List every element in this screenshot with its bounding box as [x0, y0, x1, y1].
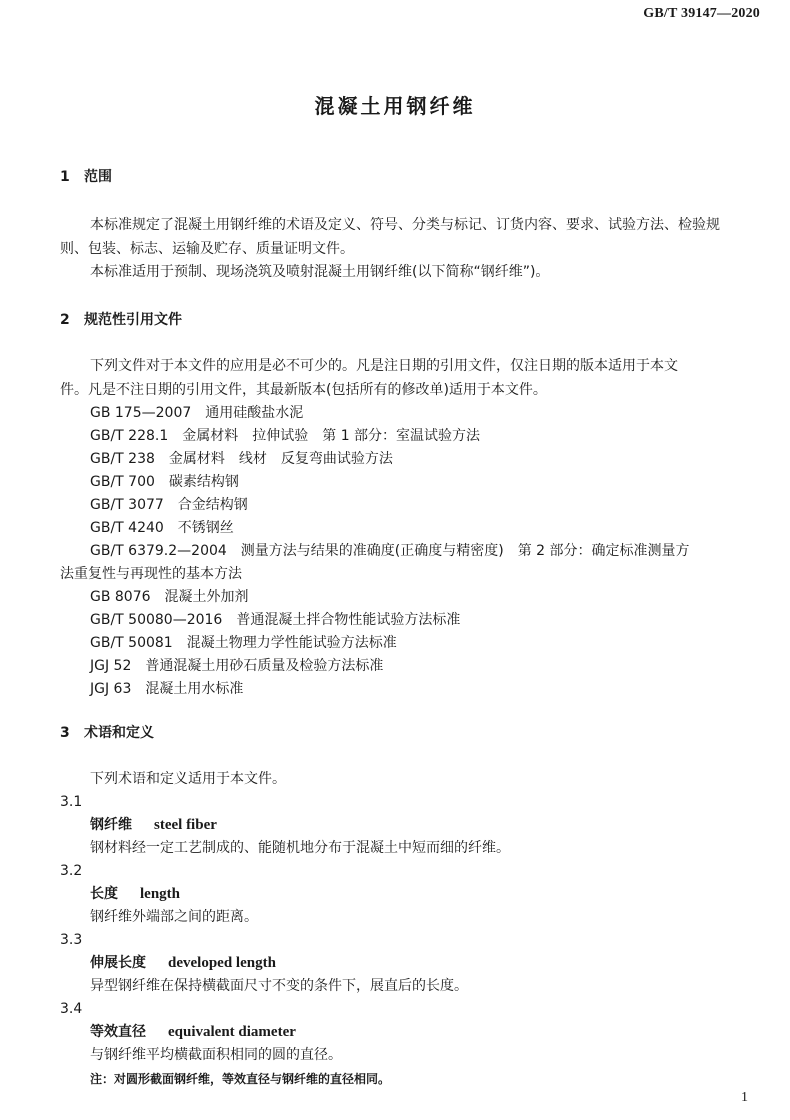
- term-definition: 钢纤维外端部之间的距离。: [90, 909, 258, 925]
- reference-item: GB/T 700 碳素结构钢: [90, 474, 239, 490]
- section-1-title: 范围: [84, 169, 112, 185]
- section-1-number: 1: [60, 169, 70, 185]
- reference-item: GB/T 6379.2—2004 测量方法与结果的准确度(正确度与精密度) 第 2 部分：确定标准测量方: [90, 543, 690, 559]
- section-2-intro-line-1: 下列文件对于本文件的应用是必不可少的。凡是注日期的引用文件，仅注日期的版本适用于本文: [90, 358, 678, 374]
- section-2-heading: [60, 311, 182, 329]
- reference-item: GB/T 3077 合金结构钢: [90, 497, 248, 513]
- reference-item-continuation: 法重复性与再现性的基本方法: [60, 566, 242, 582]
- term-zh: 伸展长度: [90, 955, 146, 971]
- term-definition: 与钢纤维平均横截面积相同的圆的直径。: [90, 1047, 342, 1063]
- term-zh: 钢纤维: [90, 817, 132, 833]
- term-heading: [90, 816, 217, 834]
- term-en: developed length: [168, 955, 276, 971]
- term-en: length: [140, 886, 181, 902]
- reference-item: GB/T 238 金属材料 线材 反复弯曲试验方法: [90, 451, 393, 467]
- term-zh: 长度: [90, 886, 118, 902]
- section-3-number: 3: [60, 725, 70, 741]
- section-1-paragraph-1-line-2: 则、包装、标志、运输及贮存、质量证明文件。: [60, 241, 354, 257]
- term-number: 3.4: [60, 1001, 83, 1017]
- note: 注：对圆形截面钢纤维，等效直径与钢纤维的直径相同。: [90, 1072, 391, 1086]
- page-number: 1: [741, 1090, 748, 1105]
- term-number: 3.3: [60, 932, 83, 948]
- section-3-heading: [60, 724, 154, 742]
- term-heading: [90, 885, 180, 903]
- term-number: 3.1: [60, 794, 83, 810]
- term-number: 3.2: [60, 863, 83, 879]
- section-2-title: 规范性引用文件: [84, 312, 182, 328]
- reference-item: JGJ 52 普通混凝土用砂石质量及检验方法标准: [90, 658, 384, 674]
- term-en: steel fiber: [154, 817, 217, 833]
- document-title: 混凝土用钢纤维: [314, 94, 476, 118]
- section-2-number: 2: [60, 312, 70, 328]
- section-2-intro-line-2: 件。凡是不注日期的引用文件，其最新版本(包括所有的修改单)适用于本文件。: [60, 382, 547, 398]
- term-heading: [90, 954, 276, 972]
- term-definition: 异型钢纤维在保持横截面尺寸不变的条件下，展直后的长度。: [90, 978, 468, 994]
- term-heading: [90, 1023, 296, 1041]
- reference-item: JGJ 63 混凝土用水标准: [90, 681, 244, 697]
- section-1-paragraph-2: 本标准适用于预制、现场浇筑及喷射混凝土用钢纤维(以下简称“钢纤维”)。: [90, 264, 550, 280]
- section-1-heading: [60, 168, 112, 186]
- reference-item: GB 8076 混凝土外加剂: [90, 589, 249, 605]
- term-en: equivalent diameter: [168, 1024, 296, 1040]
- section-3-title: 术语和定义: [84, 725, 154, 741]
- standard-number: GB/T 39147—2020: [643, 6, 760, 21]
- term-definition: 钢材料经一定工艺制成的、能随机地分布于混凝土中短而细的纤维。: [90, 840, 510, 856]
- reference-item: GB/T 228.1 金属材料 拉伸试验 第 1 部分：室温试验方法: [90, 428, 481, 444]
- reference-item: GB 175—2007 通用硅酸盐水泥: [90, 405, 304, 421]
- section-1-paragraph-1-line-1: 本标准规定了混凝土用钢纤维的术语及定义、符号、分类与标记、订货内容、要求、试验方法、检验规: [90, 217, 720, 233]
- reference-item: GB/T 4240 不锈钢丝: [90, 520, 234, 536]
- section-3-intro: 下列术语和定义适用于本文件。: [90, 771, 286, 787]
- term-zh: 等效直径: [90, 1024, 146, 1040]
- reference-item: GB/T 50080—2016 普通混凝土拌合物性能试验方法标准: [90, 612, 461, 628]
- reference-item: GB/T 50081 混凝土物理力学性能试验方法标准: [90, 635, 397, 651]
